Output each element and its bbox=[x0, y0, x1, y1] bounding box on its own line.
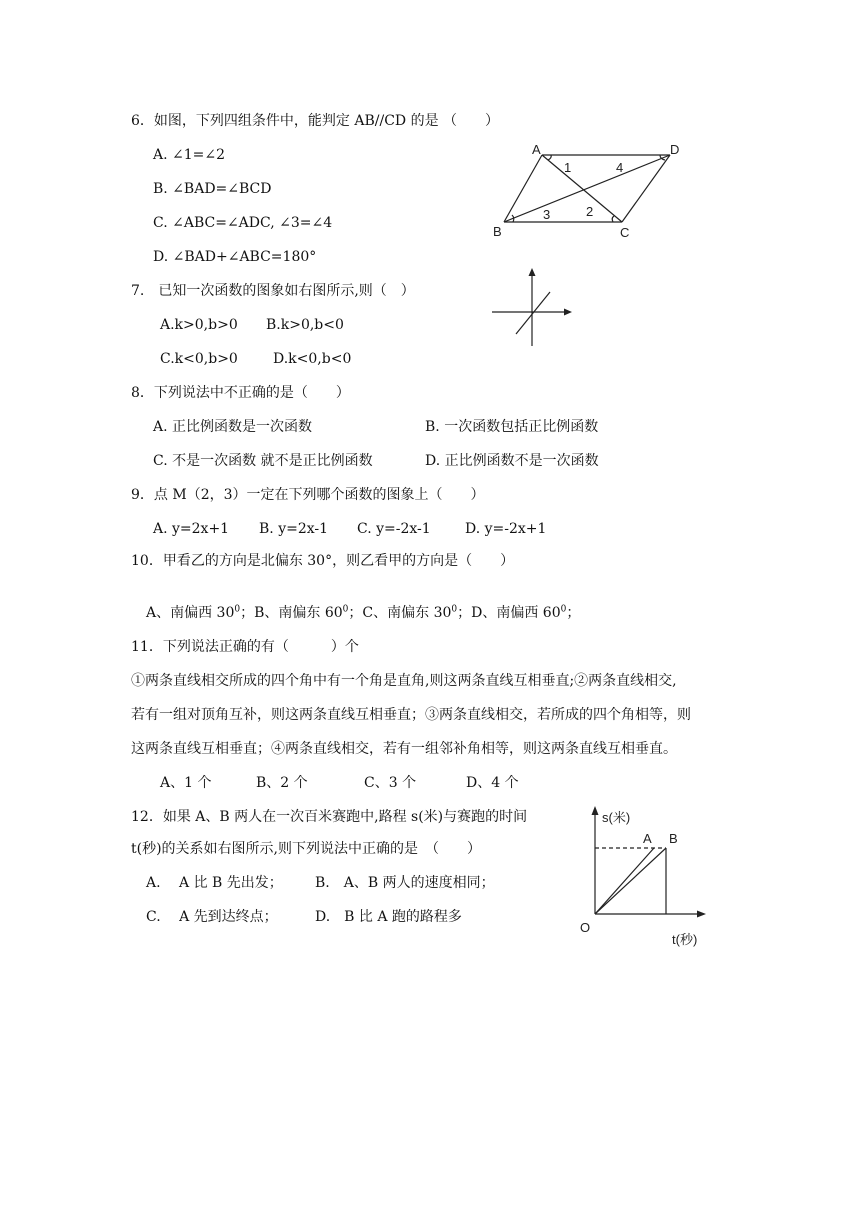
q11-body-line-1: ①两条直线相交所成的四个角中有一个角是直角,则这两条直线互相垂直;②两条直线相交, bbox=[131, 673, 677, 689]
q12-label-a: A bbox=[643, 831, 652, 846]
q8-option-c: C. 不是一次函数 就不是正比例函数 bbox=[153, 453, 373, 469]
q8-option-b: B. 一次函数包括正比例函数 bbox=[425, 419, 599, 435]
q10-option-b: B、南偏东 $60^0$； bbox=[254, 604, 363, 621]
q12-option-b: B. A、B 两人的速度相同； bbox=[315, 875, 495, 891]
q10-option-a: A、南偏西 $30^0$； bbox=[146, 604, 255, 621]
q7-stem: 7. 已知一次函数的图象如右图所示,则（ ） bbox=[131, 283, 415, 299]
q8-option-a: A. 正比例函数是一次函数 bbox=[153, 419, 313, 435]
q12-stem-line-2: t(秒)的关系如右图所示,则下列说法中正确的是 （ ） bbox=[131, 841, 481, 857]
q10-options bbox=[146, 604, 580, 622]
q10-option-d: D、南偏西 $60^0$； bbox=[471, 604, 581, 621]
q6-label-a: A bbox=[532, 142, 541, 157]
q6-option-a: A. ∠1=∠2 bbox=[153, 147, 226, 163]
q7-option-b: B.k>0,b<0 bbox=[266, 317, 344, 333]
q7-option-d: D.k<0,b<0 bbox=[273, 351, 352, 367]
q6-stem: 6．如图，下列四组条件中，能判定 AB//CD 的是 （ ） bbox=[131, 113, 500, 129]
q6-label-4: 4 bbox=[616, 160, 624, 175]
q7-linear-function-graph bbox=[488, 264, 578, 348]
q6-label-c: C bbox=[620, 225, 630, 240]
q12-y-axis-label: s(米) bbox=[602, 810, 631, 825]
q9-option-a: A. y=2x+1 bbox=[153, 521, 230, 537]
q12-origin-label: O bbox=[580, 920, 591, 935]
q6-label-1: 1 bbox=[564, 160, 572, 175]
q11-option-d: D、4 个 bbox=[466, 775, 519, 791]
q7-option-a: A.k>0,b>0 bbox=[160, 317, 238, 333]
q12-option-d: D. B 比 A 跑的路程多 bbox=[315, 909, 462, 925]
q11-option-b: B、2 个 bbox=[256, 775, 308, 791]
q9-option-b: B. y=2x-1 bbox=[259, 521, 329, 537]
q11-body-line-2: 若有一组对顶角互补，则这两条直线互相垂直；③两条直线相交，若所成的四个角相等，则 bbox=[131, 707, 691, 723]
q6-parallelogram-figure bbox=[488, 138, 698, 244]
q6-label-d: D bbox=[670, 142, 680, 157]
q12-option-c: C. A 先到达终点； bbox=[146, 909, 278, 925]
q6-label-2: 2 bbox=[586, 204, 594, 219]
q6-label-b: B bbox=[493, 224, 502, 239]
q9-option-d: D. y=-2x+1 bbox=[465, 521, 547, 537]
q11-option-a: A、1 个 bbox=[160, 775, 212, 791]
q11-stem: 11．下列说法正确的有（ ）个 bbox=[131, 639, 359, 655]
q6-option-c: C. ∠ABC=∠ADC, ∠3=∠4 bbox=[153, 215, 333, 231]
q12-option-a: A. A 比 B 先出发； bbox=[146, 875, 283, 891]
q9-option-c: C. y=-2x-1 bbox=[357, 521, 431, 537]
q10-option-c: C、南偏东 $30^0$； bbox=[362, 604, 472, 621]
q12-stem-line-1: 12．如果 A、B 两人在一次百米赛跑中,路程 s(米)与赛跑的时间 bbox=[131, 809, 528, 825]
q9-stem: 9．点 M（2，3）一定在下列哪个函数的图象上（ ） bbox=[131, 487, 485, 503]
q8-stem: 8．下列说法中不正确的是（ ） bbox=[131, 385, 350, 401]
q12-distance-time-graph bbox=[572, 800, 722, 948]
q8-option-d: D. 正比例函数不是一次函数 bbox=[425, 453, 599, 469]
q6-option-b: B. ∠BAD=∠BCD bbox=[153, 181, 272, 197]
q11-body-line-3: 这两条直线互相垂直；④两条直线相交，若有一组邻补角相等，则这两条直线互相垂直。 bbox=[131, 741, 677, 757]
q6-option-d: D. ∠BAD+∠ABC=180° bbox=[153, 249, 317, 265]
q12-x-axis-label: t(秒) bbox=[672, 932, 698, 947]
q11-option-c: C、3 个 bbox=[364, 775, 417, 791]
q7-option-c: C.k<0,b>0 bbox=[160, 351, 238, 367]
q12-label-b: B bbox=[669, 831, 678, 846]
q6-label-3: 3 bbox=[543, 207, 551, 222]
q10-stem: 10．甲看乙的方向是北偏东 30°，则乙看甲的方向是（ ） bbox=[131, 553, 515, 569]
